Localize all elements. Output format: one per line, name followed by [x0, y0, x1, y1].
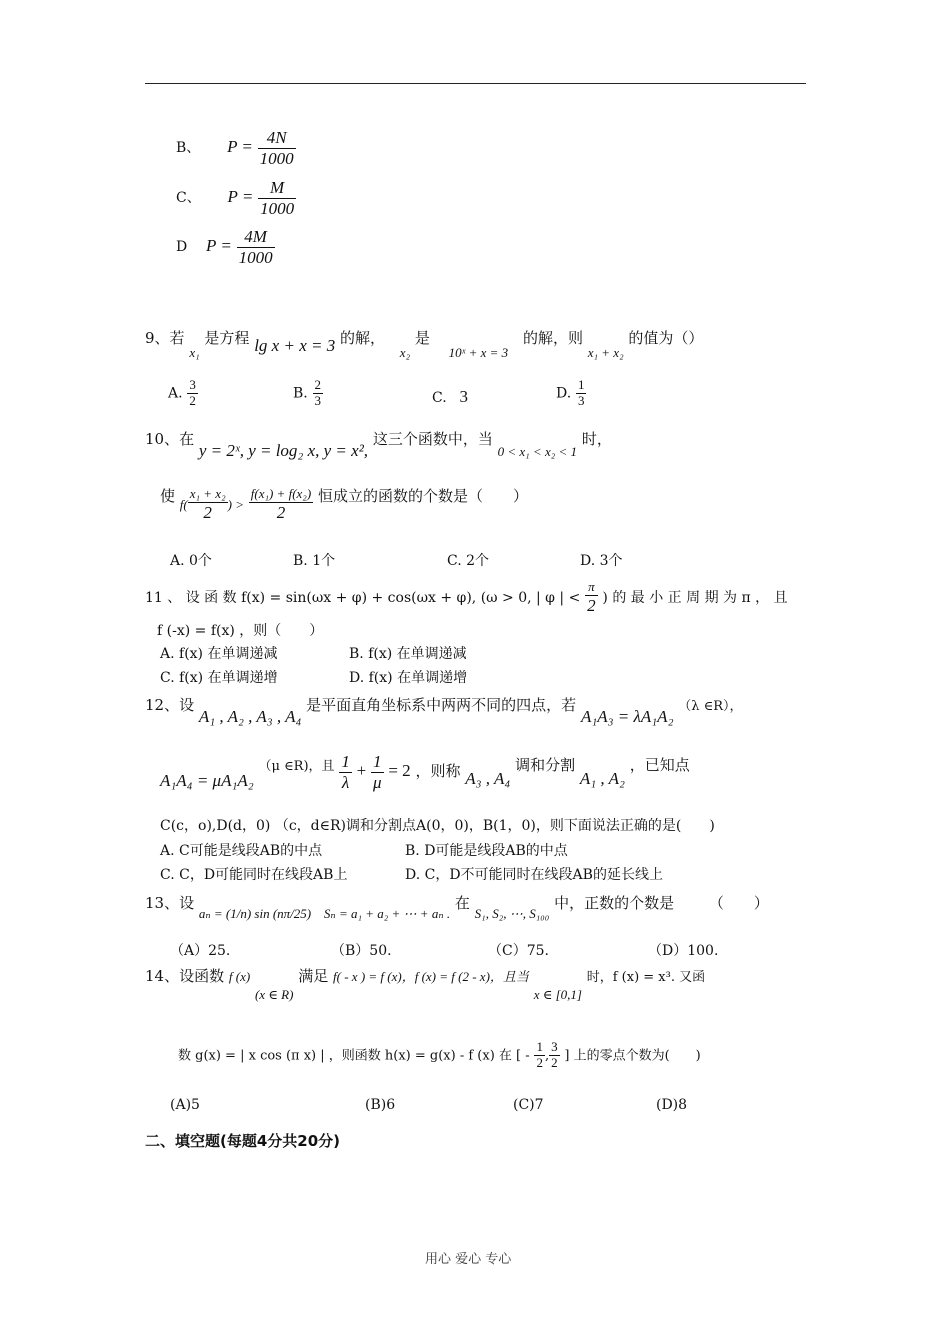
- q10-option-c: C. 2个: [447, 553, 490, 569]
- q11-option-c: C. f(x) 在单调递增: [160, 670, 278, 686]
- q8-option-b: B、 P = $\frac{4N}{1000}$: [176, 128, 294, 168]
- header-rule: [145, 83, 806, 84]
- q14-option-c: (C)7: [513, 1097, 544, 1113]
- q13-stem: 13、设 aₙ = (1/n) sin (nπ/25) Sₙ = a₁ + a₂ + ⋯ + aₙ . 在 S₁, S₂, ⋯, S₁₀₀ 中，正数的个数是 （ ）: [145, 894, 769, 921]
- fraction: $\frac{4M}{1000}$: [238, 227, 273, 267]
- q14-option-b: (B)6: [365, 1097, 396, 1113]
- q10-option-a: A. 0个: [170, 553, 212, 569]
- fraction: $\frac{1}{\mu}$: [372, 752, 382, 792]
- q11-stem: 11 、 设 函 数 f(x) = sin(ωx + φ) + cos(ωx + φ), (ω > 0, | φ | < $\frac{\pi}{2}$ ) 的 最 小 正 周 期 为 π ， 且: [145, 579, 788, 615]
- q9-stem: 9、若 x₁ 是方程 lg x + x = 3 的解， x₂ 是 10ˣ + x = 3 的解，则 x₁ + x₂ 的值为（）: [145, 329, 704, 360]
- q12-stem: 12、设 A₁ , A₂ , A₃ , A₄ 是平面直角坐标系中两两不同的四点，若 A₁A₃ = λA₁A₂ （λ ∈R），: [145, 696, 743, 726]
- q9-option-a: A. $\frac{3}{2}$: [168, 377, 196, 408]
- q11-line2: f (-x) = f(x) ，则（ ）: [157, 623, 324, 639]
- q12-line2: A₁A₄ = μA₁A₂ （μ ∈R)，且 $\frac{1}{\lambda}$ + $\frac{1}{\mu}$ = 2 ，则称 A₃ , A₄ 调和分割 A₁ , A₂ ，已知点: [160, 752, 690, 792]
- fraction: $\frac{4N}{1000}$: [259, 128, 294, 168]
- q14-option-a: (A)5: [170, 1097, 200, 1113]
- q13-option-c: （C）75.: [488, 943, 549, 959]
- q14-stem: 14、设函数 f (x) (x ∈ R) 满足 f( - x ) = f (x)，f (x) = f (2 - x)，且当 x ∈ [0,1] 时，f (x) = x³. 又函: [145, 967, 706, 1002]
- fraction: $\frac{2}{3}$: [314, 377, 322, 408]
- q12-line3: C(c，o),D(d，0) （c，d∈R)调和分割点A(0，0)，B(1，0)，则下面说法正确的是( ): [160, 818, 715, 834]
- q12-option-d: D. C，D不可能同时在线段AB的延长线上: [405, 867, 663, 883]
- q9-option-b: B. $\frac{2}{3}$: [293, 377, 322, 408]
- q10-option-d: D. 3个: [580, 553, 623, 569]
- q9-option-c: C. 3: [432, 387, 468, 406]
- fraction: $\frac{3}{2}$: [189, 377, 196, 408]
- q11-option-d: D. f(x) 在单调递增: [349, 670, 468, 686]
- q8-option-c: C、 P = $\frac{M}{1000}$: [176, 178, 295, 218]
- q13-option-a: （A）25.: [170, 943, 231, 959]
- fraction: $\frac{1}{3}$: [577, 377, 585, 408]
- q12-option-c: C. C，D可能同时在线段AB上: [160, 867, 348, 883]
- section-heading: 二、填空题(每题4分共20分): [145, 1132, 341, 1150]
- q10-stem: 10、在 y = 2ˣ, y = log₂ x, y = x², 这三个函数中，当 0 < x₁ < x₂ < 1 时，: [145, 430, 612, 460]
- page-footer: 用心 爱心 专心: [425, 1252, 512, 1267]
- q12-option-b: B. D可能是线段AB的中点: [405, 843, 568, 859]
- fraction: $\frac{\text{x₁ + x₂}}{2}$: [189, 486, 226, 522]
- q10-option-b: B. 1个: [293, 553, 336, 569]
- fraction: $\frac{3}{2}$: [551, 1039, 558, 1070]
- q14-line2: 数 g(x) = | x cos (π x) | ，则函数 h(x) = g(x) - f (x) 在 [ - $\frac{1}{2}$ , $\frac{3}{2}$ ] 上的零点个数为( ): [178, 1039, 701, 1070]
- fraction: $\frac{\pi}{2}$: [587, 579, 596, 615]
- q13-option-d: （D）100.: [648, 943, 719, 959]
- q12-option-a: A. C可能是线段AB的中点: [160, 843, 323, 859]
- q14-option-d: (D)8: [656, 1097, 688, 1113]
- q11-option-a: A. f(x) 在单调递减: [160, 646, 278, 662]
- fraction: $\frac{M}{1000}$: [260, 178, 295, 218]
- fraction: $\frac{\text{f(x₁) + f(x₂)}}{2}$: [250, 486, 312, 522]
- q8-option-d: D P = $\frac{4M}{1000}$: [176, 227, 273, 267]
- fraction: $\frac{1}{\lambda}$: [341, 752, 350, 792]
- q9-option-d: D. $\frac{1}{3}$: [556, 377, 585, 408]
- fraction: $\frac{1}{2}$: [536, 1039, 543, 1070]
- q11-option-b: B. f(x) 在单调递减: [349, 646, 467, 662]
- q10-inequality: 使 f( $\frac{\text{x₁ + x₂}}{2}$ ) > $\frac{\text{f(x₁) + f(x₂)}}{2}$ 恒成立的函数的个数是（ ）: [160, 486, 528, 522]
- q13-option-b: （B）50.: [331, 943, 392, 959]
